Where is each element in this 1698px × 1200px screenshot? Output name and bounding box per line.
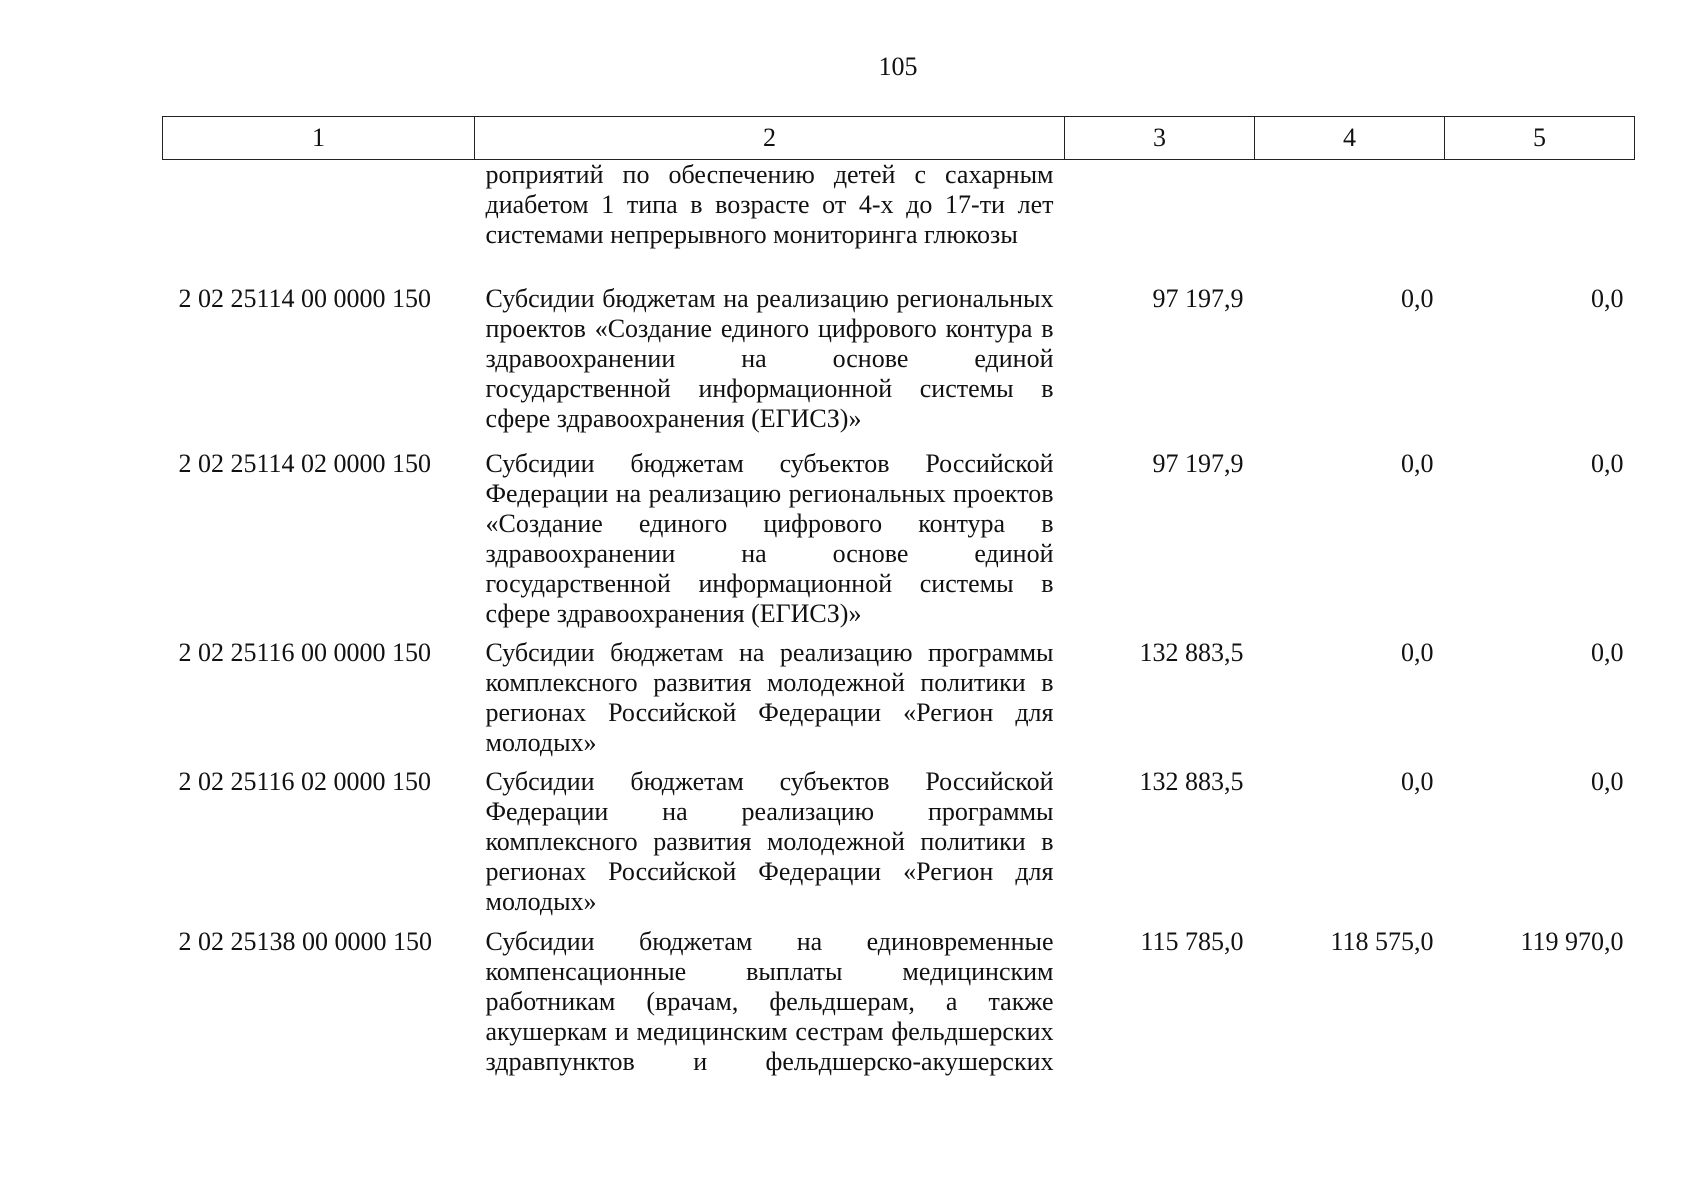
- amount-col5: 0,0: [1591, 449, 1624, 478]
- header-cell-3: 3: [1065, 117, 1255, 160]
- budget-item-name: Субсидии бюджетам субъектов Российской Федерации на реализацию программы комплексного развития молодежной политики в регионах Российской Федерации «Регион для молодых»: [485, 767, 1054, 916]
- amount-col3: 132 883,5: [1139, 638, 1244, 667]
- amount-col3: 115 785,0: [1140, 927, 1244, 956]
- header-row: [163, 117, 1635, 160]
- amount-col5: 0,0: [1591, 284, 1624, 313]
- budget-item-name: Субсидии бюджетам на реализацию региональных проектов «Создание единого цифрового контура в здравоохранении на основе единой государственной информационной системы в сфере здравоохранения (ЕГИСЗ)»: [485, 284, 1054, 433]
- amount-col4: 0,0: [1401, 638, 1434, 667]
- budget-item-name: Субсидии бюджетам на единовременные компенсационные выплаты медицинским работникам (врачам, фельдшерам, а также акушеркам и медицинским сестрам фельдшерских здравпунктов и фельдшерско-акушерских: [485, 927, 1054, 1076]
- header-cell-4: 4: [1255, 117, 1445, 160]
- table-row: [163, 927, 1635, 1077]
- table-row: [163, 160, 1635, 285]
- amount-col5: [1445, 160, 1635, 285]
- table-header: [163, 117, 1635, 160]
- amount-col3: 132 883,5: [1139, 767, 1244, 796]
- amount-col4: 0,0: [1401, 767, 1434, 796]
- budget-code: 2 02 25116 00 0000 150: [178, 638, 432, 667]
- header-cell-5: 5: [1445, 117, 1635, 160]
- budget-table: [162, 116, 1635, 1077]
- amount-col5: 119 970,0: [1520, 927, 1624, 956]
- table-row: [163, 284, 1635, 449]
- budget-code: 2 02 25114 02 0000 150: [178, 449, 432, 478]
- amount-col4: 118 575,0: [1330, 927, 1434, 956]
- amount-col5: 0,0: [1591, 638, 1624, 667]
- page-number: 105: [878, 52, 918, 81]
- budget-code: [163, 160, 475, 285]
- budget-code: 2 02 25138 00 0000 150: [178, 927, 432, 956]
- amount-col4: [1255, 160, 1445, 285]
- amount-col3: 97 197,9: [1152, 284, 1244, 313]
- budget-item-name: роприятий по обеспечению детей с сахарным диабетом 1 типа в возрасте от 4-х до 17-ти лет системами непрерывного мониторинга глюкозы: [485, 160, 1054, 249]
- table-body: [163, 160, 1635, 1078]
- table-row: [163, 767, 1635, 927]
- table-row: [163, 638, 1635, 767]
- budget-code: 2 02 25114 00 0000 150: [178, 284, 432, 313]
- budget-item-name: Субсидии бюджетам субъектов Российской Федерации на реализацию региональных проектов «Создание единого цифрового контура в здравоохранении на основе единой государственной информационной системы в сфере здравоохранения (ЕГИСЗ)»: [485, 449, 1054, 628]
- amount-col4: 0,0: [1401, 284, 1434, 313]
- amount-col4: 0,0: [1401, 449, 1434, 478]
- budget-item-name: Субсидии бюджетам на реализацию программы комплексного развития молодежной политики в регионах Российской Федерации «Регион для молодых»: [485, 638, 1054, 757]
- header-cell-2: 2: [475, 117, 1065, 160]
- amount-col3: [1065, 160, 1255, 285]
- budget-code: 2 02 25116 02 0000 150: [178, 767, 432, 796]
- header-cell-1: 1: [163, 117, 475, 160]
- amount-col3: 97 197,9: [1152, 449, 1244, 478]
- table-row: [163, 449, 1635, 638]
- amount-col5: 0,0: [1591, 767, 1624, 796]
